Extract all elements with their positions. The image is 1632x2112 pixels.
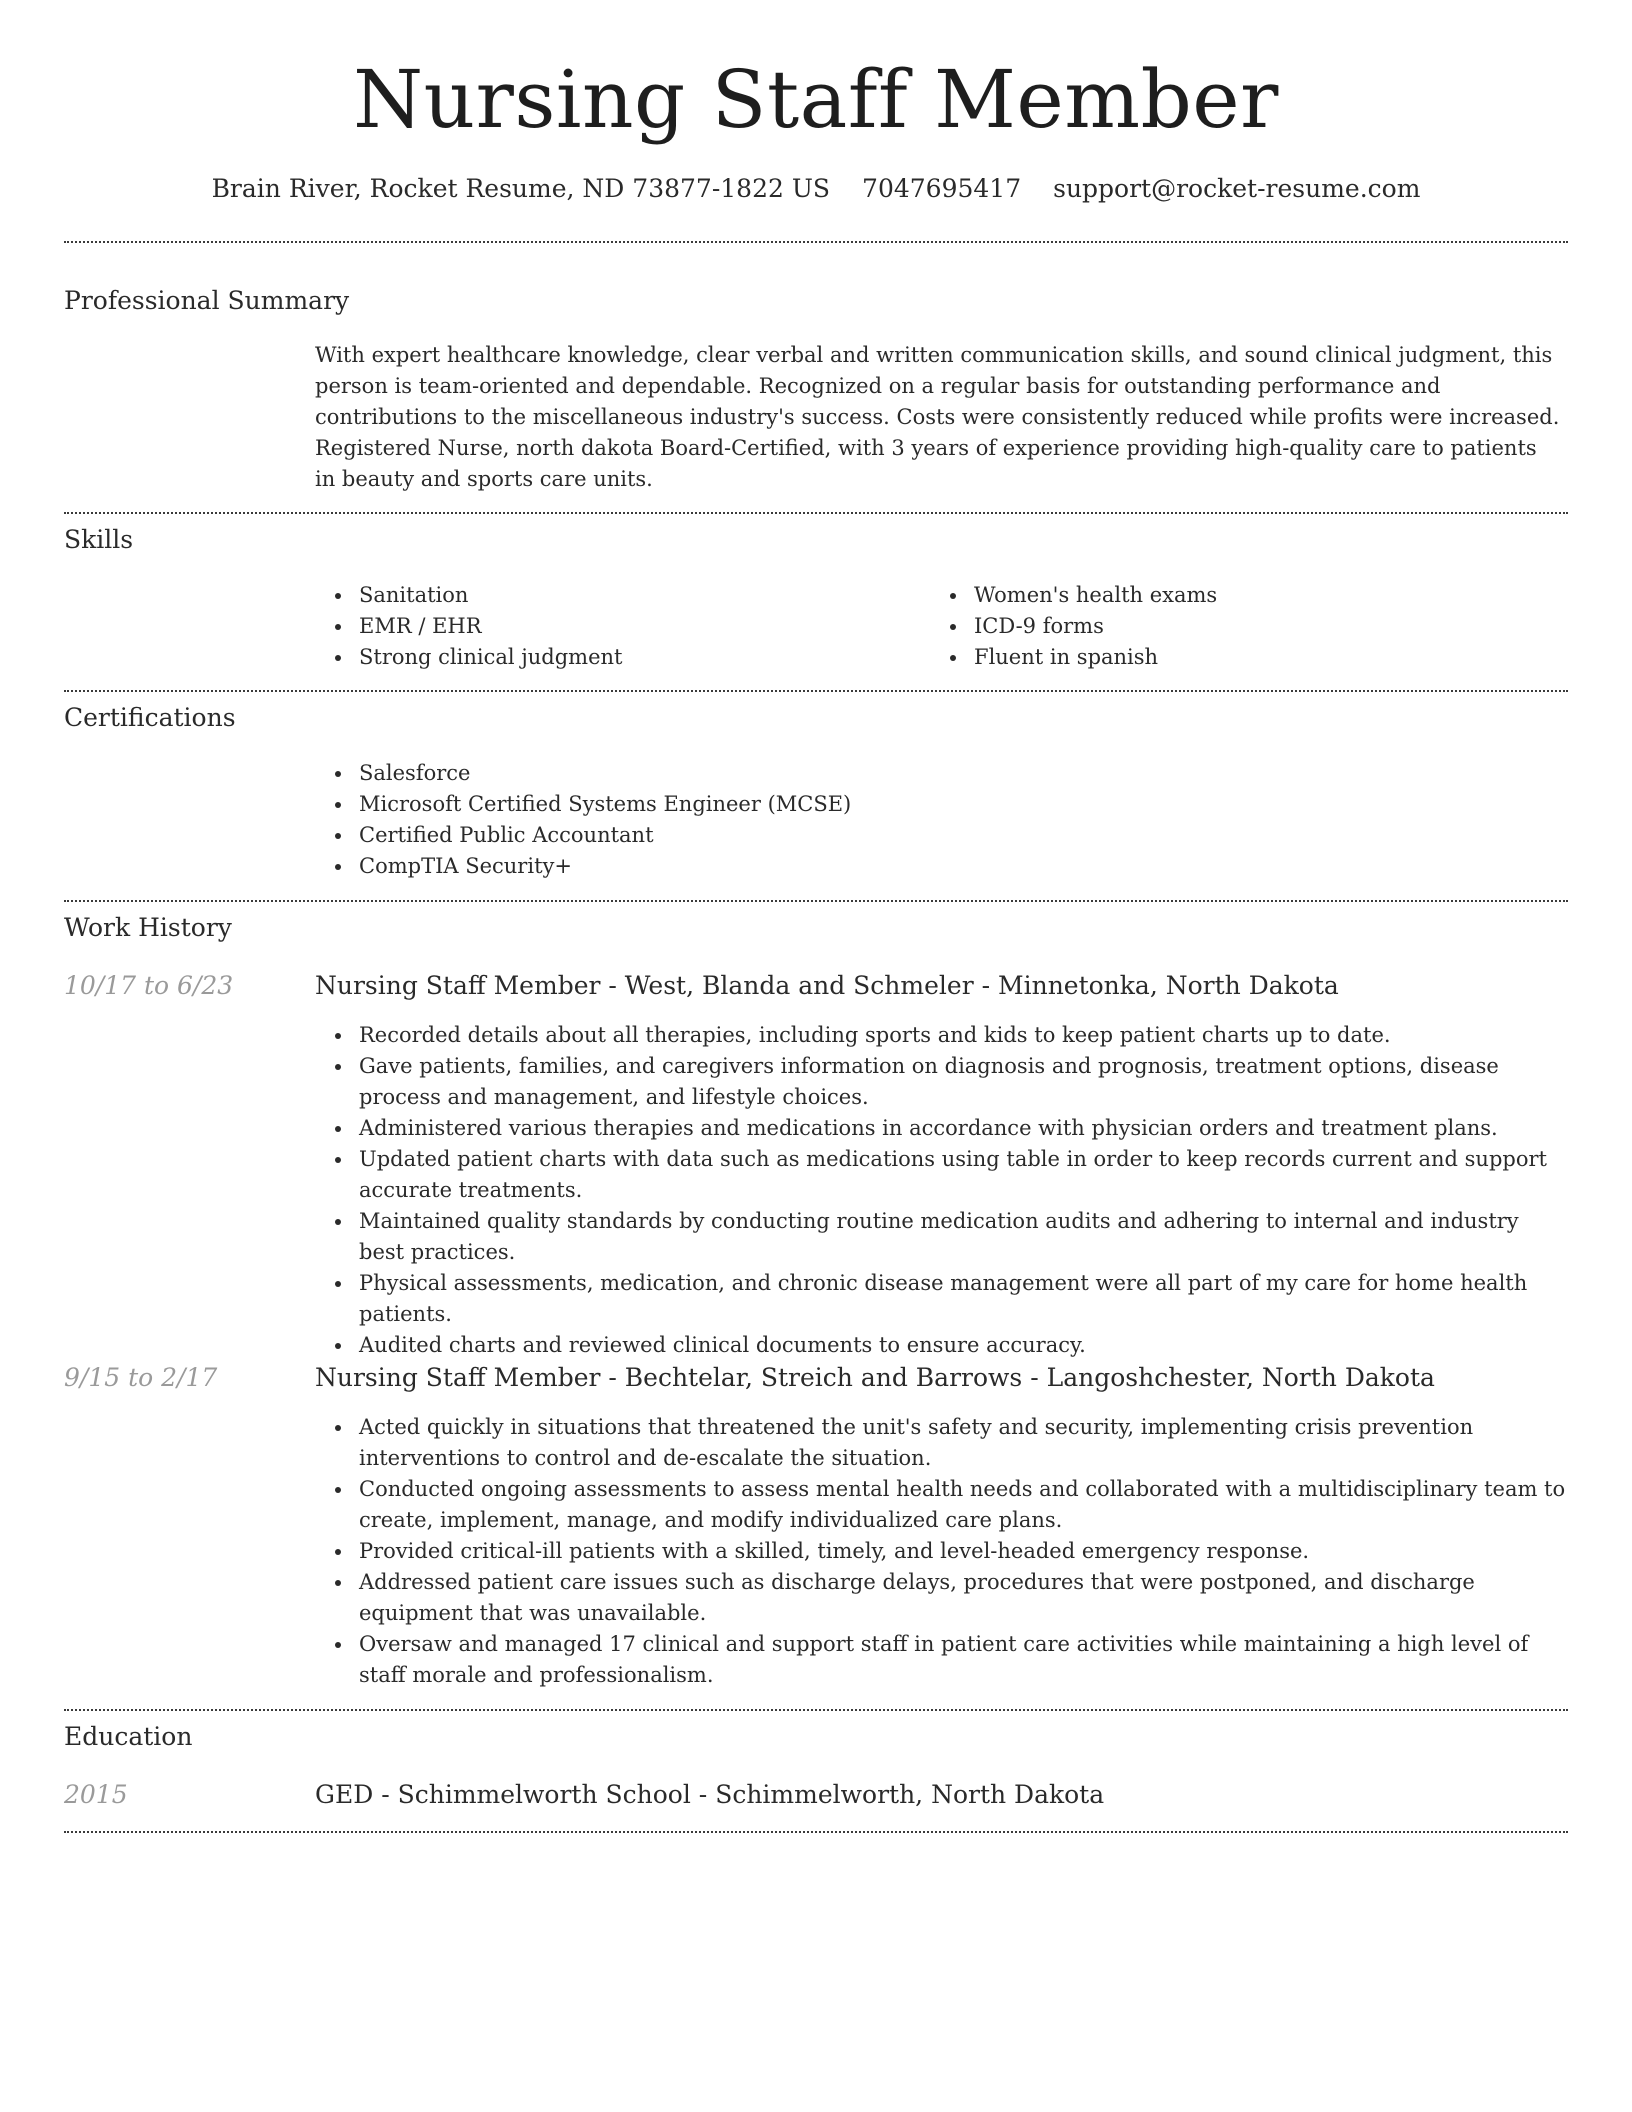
skills-column-left xyxy=(315,580,915,673)
list-item: Recorded details about all therapies, including sports and kids to keep patient charts up to date. xyxy=(359,1020,1568,1051)
work-history-heading: Work History xyxy=(64,913,232,942)
skills-list-left xyxy=(315,580,915,673)
job-bullet-list xyxy=(315,1412,1568,1691)
list-item: Gave patients, families, and caregivers information on diagnosis and prognosis, treatment options, disease process and management, and lifestyle choices. xyxy=(359,1051,1568,1113)
list-item: Updated patient charts with data such as medications using table in order to keep records current and support accurate treatments. xyxy=(359,1144,1568,1206)
summary-heading: Professional Summary xyxy=(64,286,350,315)
list-item: Women's health exams xyxy=(974,580,1530,611)
list-item: Conducted ongoing assessments to assess mental health needs and collaborated with a multidisciplinary team to create, implement, manage, and modify individualized care plans. xyxy=(359,1474,1568,1536)
education-heading: Education xyxy=(64,1722,193,1751)
list-item: Acted quickly in situations that threatened the unit's safety and security, implementing crisis prevention interventions to control and de-escalate the situation. xyxy=(359,1412,1568,1474)
list-item: ICD-9 forms xyxy=(974,611,1530,642)
skills-heading: Skills xyxy=(64,525,134,554)
list-item: Salesforce xyxy=(359,758,1568,789)
contact-email: support@rocket-resume.com xyxy=(1053,174,1421,203)
section-divider xyxy=(64,1831,1568,1833)
summary-text: With expert healthcare knowledge, clear verbal and written communication skills, and sound clinical judgment, this person is team-oriented and dependable. Recognized on a regular basis for outstanding performance and contributions to the miscellaneous industry's success. Costs were consistently reduced while profits were increased. Registered Nurse, north dakota Board-Certified, with 3 years of experience providing high-quality care to patients in beauty and sports care units. xyxy=(315,343,1560,491)
certifications-section xyxy=(315,758,1568,882)
skills-column-right xyxy=(930,580,1530,673)
education-year: 2015 xyxy=(64,1780,128,1809)
skills-section xyxy=(315,580,1568,676)
summary-section xyxy=(315,340,1568,495)
list-item: Strong clinical judgment xyxy=(359,642,915,673)
section-divider xyxy=(64,241,1568,243)
skills-list-right xyxy=(930,580,1530,673)
list-item: Microsoft Certified Systems Engineer (MCSE) xyxy=(359,789,1568,820)
section-divider xyxy=(64,512,1568,514)
list-item: CompTIA Security+ xyxy=(359,851,1568,882)
job-heading: Nursing Staff Member - Bechtelar, Streich and Barrows - Langoshchester, North Dakota xyxy=(315,1363,1435,1392)
list-item: Physical assessments, medication, and chronic disease management were all part of my care for home health patients. xyxy=(359,1268,1568,1330)
list-item: Addressed patient care issues such as discharge delays, procedures that were postponed, and discharge equipment that was unavailable. xyxy=(359,1567,1568,1629)
list-item: Maintained quality standards by conducting routine medication audits and adhering to internal and industry best practices. xyxy=(359,1206,1568,1268)
job-details xyxy=(315,1412,1568,1691)
certifications-list xyxy=(315,758,1568,882)
certifications-heading: Certifications xyxy=(64,703,236,732)
list-item: Certified Public Accountant xyxy=(359,820,1568,851)
education-heading-line: GED - Schimmelworth School - Schimmelworth, North Dakota xyxy=(315,1780,1105,1809)
job-details xyxy=(315,1020,1568,1361)
job-dates: 9/15 to 2/17 xyxy=(64,1363,218,1392)
list-item: Fluent in spanish xyxy=(974,642,1530,673)
contact-phone: 7047695417 xyxy=(862,174,1022,203)
section-divider xyxy=(64,1709,1568,1711)
contact-line xyxy=(64,170,1568,208)
job-dates: 10/17 to 6/23 xyxy=(64,971,234,1000)
list-item: Oversaw and managed 17 clinical and support staff in patient care activities while maintaining a high level of staff morale and professionalism. xyxy=(359,1629,1568,1691)
list-item: Audited charts and reviewed clinical documents to ensure accuracy. xyxy=(359,1330,1568,1361)
list-item: Provided critical-ill patients with a skilled, timely, and level-headed emergency response. xyxy=(359,1536,1568,1567)
section-divider xyxy=(64,900,1568,902)
job-bullet-list xyxy=(315,1020,1568,1361)
contact-address: Brain River, Rocket Resume, ND 73877-1822 US xyxy=(211,174,831,203)
list-item: EMR / EHR xyxy=(359,611,915,642)
list-item: Sanitation xyxy=(359,580,915,611)
job-heading: Nursing Staff Member - West, Blanda and Schmeler - Minnetonka, North Dakota xyxy=(315,971,1339,1000)
list-item: Administered various therapies and medications in accordance with physician orders and treatment plans. xyxy=(359,1113,1568,1144)
candidate-name: Nursing Staff Member xyxy=(353,53,1279,146)
section-divider xyxy=(64,690,1568,692)
